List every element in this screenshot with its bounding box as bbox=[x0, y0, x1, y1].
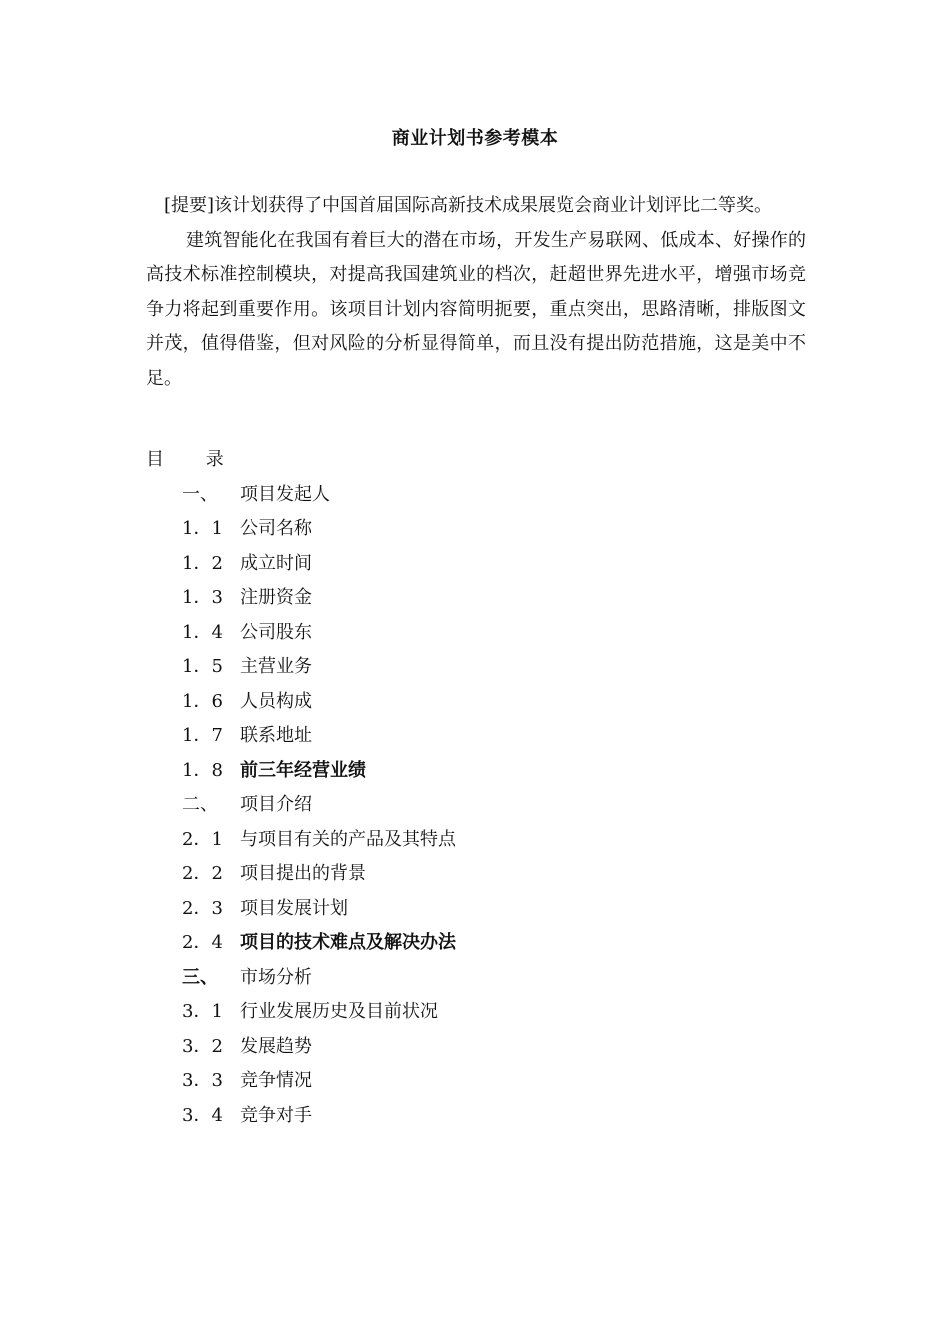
toc-item bbox=[146, 1064, 746, 1099]
toc-item-number: 1．6 bbox=[182, 690, 223, 712]
toc-item-number: 一、 bbox=[182, 483, 218, 505]
toc-item bbox=[146, 926, 746, 961]
toc-item-number: 2．4 bbox=[182, 932, 223, 953]
toc-item bbox=[146, 616, 746, 651]
toc-item-number: 1．1 bbox=[182, 518, 223, 539]
toc-item-label: 发展趋势 bbox=[240, 1035, 312, 1057]
toc-item-label: 注册资金 bbox=[240, 587, 312, 608]
toc-item bbox=[146, 754, 746, 789]
toc-item-label: 与项目有关的产品及其特点 bbox=[240, 828, 456, 850]
toc-item-number: 1．3 bbox=[182, 587, 223, 608]
toc-item-label: 竞争对手 bbox=[240, 1104, 312, 1126]
toc-item-label: 项目发展计划 bbox=[240, 897, 348, 919]
toc-item-number: 三、 bbox=[182, 966, 218, 988]
toc-item bbox=[146, 961, 746, 996]
abstract-section bbox=[146, 189, 806, 396]
table-of-contents bbox=[146, 443, 746, 1133]
toc-item-label: 项目介绍 bbox=[240, 794, 312, 815]
toc-item bbox=[146, 995, 746, 1030]
toc-item-label: 竞争情况 bbox=[240, 1070, 312, 1091]
toc-item bbox=[146, 788, 746, 823]
toc-item-number: 3．1 bbox=[182, 1001, 223, 1022]
toc-item bbox=[146, 650, 746, 685]
toc-item bbox=[146, 719, 746, 754]
toc-item-label: 前三年经营业绩 bbox=[240, 759, 366, 781]
toc-item-label: 公司名称 bbox=[240, 518, 312, 539]
toc-item-number: 1．2 bbox=[182, 552, 223, 574]
toc-item-number: 1．4 bbox=[182, 621, 223, 643]
toc-item bbox=[146, 581, 746, 616]
toc-item-label: 成立时间 bbox=[240, 552, 312, 574]
toc-item-label: 市场分析 bbox=[240, 966, 312, 988]
toc-item bbox=[146, 512, 746, 547]
toc-item-number: 3．3 bbox=[182, 1070, 223, 1091]
toc-item-label: 联系地址 bbox=[240, 725, 312, 746]
toc-item bbox=[146, 1030, 746, 1065]
toc-item-label: 项目的技术难点及解决办法 bbox=[240, 932, 456, 953]
document-title: 商业计划书参考模本 bbox=[391, 128, 559, 149]
toc-item-number: 2．1 bbox=[182, 828, 223, 850]
toc-item bbox=[146, 823, 746, 858]
toc-item-number: 3．2 bbox=[182, 1035, 223, 1057]
toc-item-label: 主营业务 bbox=[240, 656, 312, 677]
toc-item-number: 3．4 bbox=[182, 1104, 223, 1126]
toc-item-number: 2．3 bbox=[182, 897, 223, 919]
toc-item-number: 1．5 bbox=[182, 656, 223, 677]
toc-heading: 目 录 bbox=[146, 449, 242, 470]
toc-item bbox=[146, 685, 746, 720]
toc-item-label: 项目提出的背景 bbox=[240, 863, 366, 884]
toc-item-number: 1．8 bbox=[182, 759, 223, 781]
toc-item-label: 项目发起人 bbox=[240, 483, 330, 505]
toc-item-label: 公司股东 bbox=[240, 621, 312, 643]
toc-item bbox=[146, 547, 746, 582]
toc-item-number: 二、 bbox=[182, 794, 218, 815]
abstract-summary: [提要]该计划获得了中国首届国际高新技术成果展览会商业计划评比二等奖。 bbox=[164, 195, 773, 216]
toc-item-number: 2．2 bbox=[182, 863, 223, 884]
toc-item-number: 1．7 bbox=[182, 725, 223, 746]
toc-item bbox=[146, 857, 746, 892]
toc-item-label: 人员构成 bbox=[240, 690, 312, 712]
toc-item bbox=[146, 892, 746, 927]
toc-item bbox=[146, 478, 746, 513]
toc-item-label: 行业发展历史及目前状况 bbox=[240, 1001, 438, 1022]
toc-item bbox=[146, 1099, 746, 1134]
abstract-body: 建筑智能化在我国有着巨大的潜在市场，开发生产易联网、低成本、好操作的高技术标准控制模块，对提高我国建筑业的档次，赶超世界先进水平，增强市场竞争力将起到重要作用。该项目计划内容简明扼要，重点突出，思路清晰，排版图文并茂，值得借鉴，但对风险的分析显得简单，而且没有提出防范措施，这是美中不足。 bbox=[146, 229, 806, 389]
